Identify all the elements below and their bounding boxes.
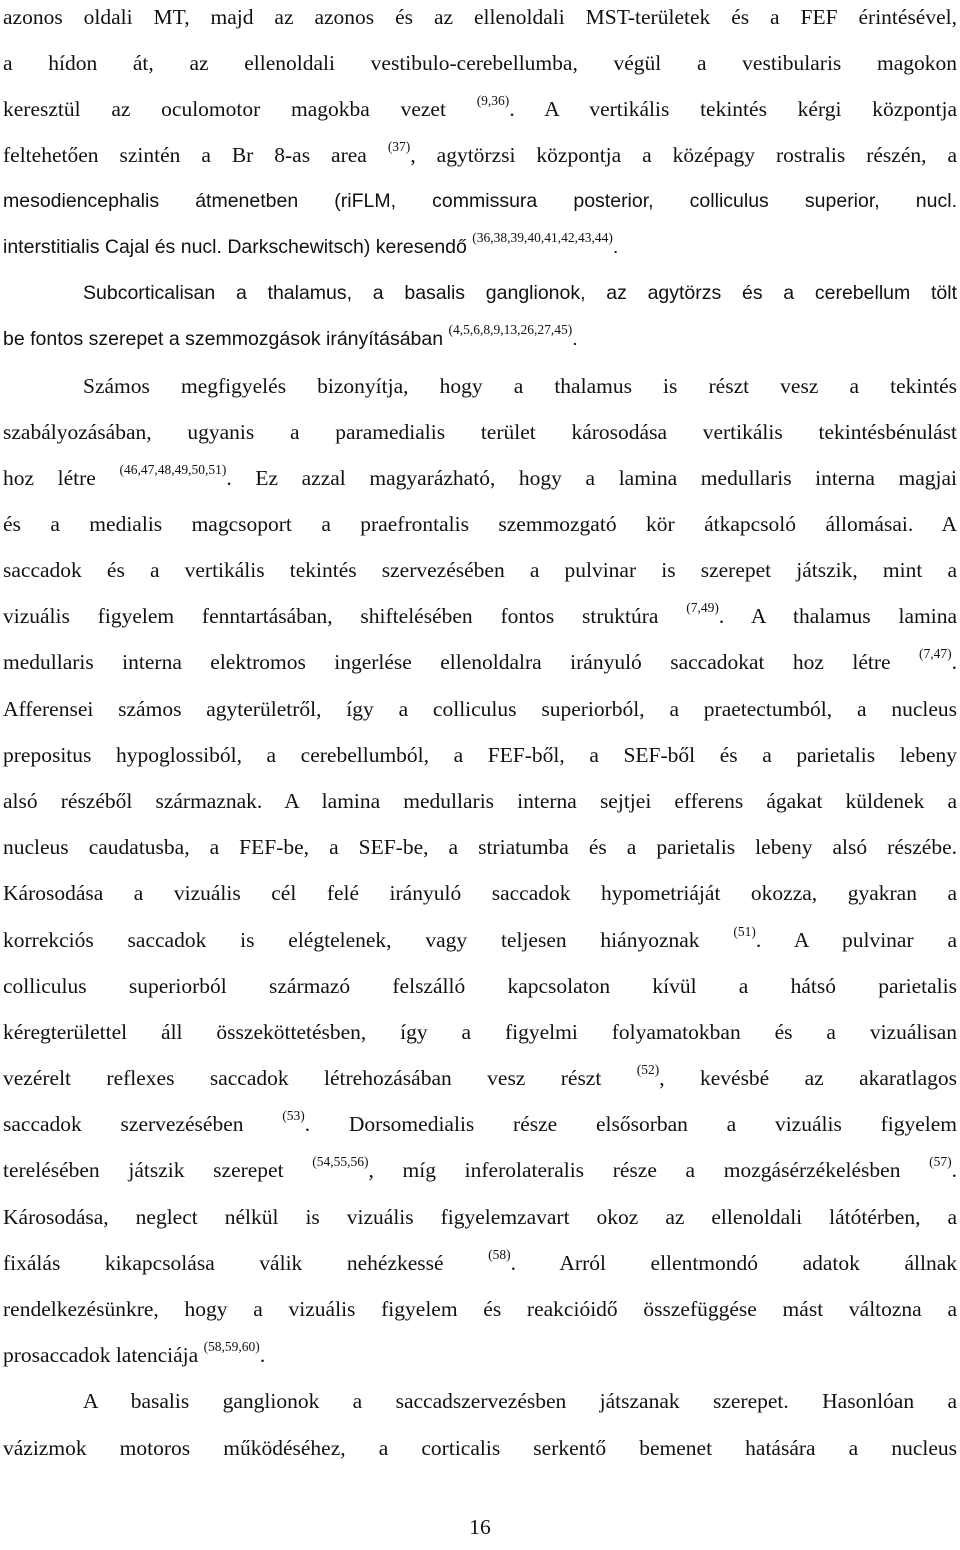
text-line: a hídon át, az ellenoldali vestibulo-cerebellumba, végül a vestibularis magokon: [3, 51, 957, 75]
text-line: be fontos szerepet a szemmozgások irányításában $^{(4,5,6,8,9,13,26,27,45)}$.: [3, 322, 578, 350]
citation-superscript: (51): [733, 924, 756, 939]
citation-superscript: (58,59,60): [203, 1339, 260, 1354]
text-line: Subcorticalisan a thalamus, a basalis ganglionok, az agytörzs és a cerebellum tölt: [83, 282, 957, 304]
text-line: mesodiencephalis átmenetben (riFLM, commissura posterior, colliculus superior, nucl.: [3, 190, 957, 212]
citation-superscript: (37): [387, 139, 411, 154]
text-line: kéregterülettel áll összeköttetésben, így a figyelmi folyamatokban és a vizuálisan: [3, 1020, 957, 1044]
citation-superscript: (4,5,6,8,9,13,26,27,45): [448, 322, 573, 337]
text-line: azonos oldali MT, majd az azonos és az ellenoldali MST-területek és a FEF érintésével,: [3, 5, 957, 29]
text-line: és a medialis magcsoport a praefrontalis szemmozgató kör átkapcsoló állomásai. A: [3, 512, 957, 536]
citation-superscript: (36,38,39,40,41,42,43,44): [472, 230, 613, 245]
text-line: Afferensei számos agyterületről, így a colliculus superiorból, a praetectumból, a nucleus: [3, 697, 957, 721]
citation-superscript: (52): [636, 1062, 660, 1077]
text-line: prepositus hypoglossiból, a cerebellumból, a FEF-ből, a SEF-ből és a parietalis lebeny: [3, 743, 957, 767]
text-line: interstitialis Cajal és nucl. Darkschewitsch) keresendő $^{(36,38,39,40,41,42,43,44)}$.: [3, 230, 619, 258]
text-line: keresztül az oculomotor magokba vezet $^{(9,36)}$. A vertikális tekintés kérgi központja: [3, 93, 957, 121]
citation-superscript: (53): [282, 1108, 305, 1123]
citation-superscript: (46,47,48,49,50,51): [119, 462, 227, 477]
text-line: alsó részéből származnak. A lamina medullaris interna sejtjei efferens ágakat küldenek a: [3, 789, 957, 813]
page-number: 16: [469, 1515, 491, 1539]
text-line: medullaris interna elektromos ingerlése ellenoldalra irányuló saccadokat hoz létre $^{(7,47)}$.: [3, 646, 957, 674]
text-line: Károsodása a vizuális cél felé irányuló saccadok hypometriáját okozza, gyakran a: [3, 881, 957, 905]
text-line: Számos megfigyelés bizonyítja, hogy a thalamus is részt vesz a tekintés: [83, 374, 957, 398]
text-line: terelésében játszik szerepet $^{(54,55,56)}$, míg inferolateralis része a mozgásérzékelésben $^{(57)}$.: [3, 1154, 957, 1182]
citation-superscript: (54,55,56): [312, 1154, 369, 1169]
text-line: feltehetően szintén a Br 8-as area $^{(37)}$, agytörzsi központja a középagy rostralis részén, a: [3, 139, 957, 167]
text-line: prosaccadok latenciája $^{(58,59,60)}$.: [3, 1339, 266, 1367]
text-line: vezérelt reflexes saccadok létrehozásában vesz részt $^{(52)}$, kevésbé az akaratlagos: [3, 1062, 957, 1090]
citation-superscript: (58): [488, 1247, 511, 1262]
citation-superscript: (7,49): [686, 600, 719, 615]
text-line: hoz létre $^{(46,47,48,49,50,51)}$. Ez azzal magyarázható, hogy a lamina medullaris interna magjai: [3, 462, 957, 490]
citation-superscript: (57): [929, 1154, 952, 1169]
text-line: fixálás kikapcsolása válik nehézkessé $^{(58)}$. Arról ellentmondó adatok állnak: [3, 1247, 957, 1275]
text-line: saccadok és a vertikális tekintés szervezésében a pulvinar is szerepet játszik, mint a: [3, 558, 957, 582]
text-line: colliculus superiorból származó felszálló kapcsolaton kívül a hátsó parietalis: [3, 974, 957, 998]
citation-superscript: (9,36): [476, 93, 510, 108]
text-line: nucleus caudatusba, a FEF-be, a SEF-be, a striatumba és a parietalis lebeny alsó részébe.: [3, 835, 957, 859]
text-line: saccadok szervezésében $^{(53)}$. Dorsomedialis része elsősorban a vizuális figyelem: [3, 1108, 957, 1136]
text-line: A basalis ganglionok a saccadszervezésben játszanak szerepet. Hasonlóan a: [83, 1389, 957, 1413]
text-line: vázizmok motoros működéséhez, a corticalis serkentő bemenet hatására a nucleus: [3, 1436, 957, 1460]
text-line: korrekciós saccadok is elégtelenek, vagy teljesen hiányoznak $^{(51)}$. A pulvinar a: [3, 924, 957, 952]
text-line: rendelkezésünkre, hogy a vizuális figyelem és reakcióidő összefüggése mást változna a: [3, 1297, 957, 1321]
citation-superscript: (7,47): [919, 646, 952, 661]
text-line: szabályozásában, ugyanis a paramedialis terület károsodása vertikális tekintésbénulást: [3, 420, 957, 444]
text-line: Károsodása, neglect nélkül is vizuális figyelemzavart okoz az ellenoldali látótérben, a: [3, 1205, 957, 1229]
text-line: vizuális figyelem fenntartásában, shiftelésében fontos struktúra $^{(7,49)}$. A thalamus lamina: [3, 600, 957, 628]
